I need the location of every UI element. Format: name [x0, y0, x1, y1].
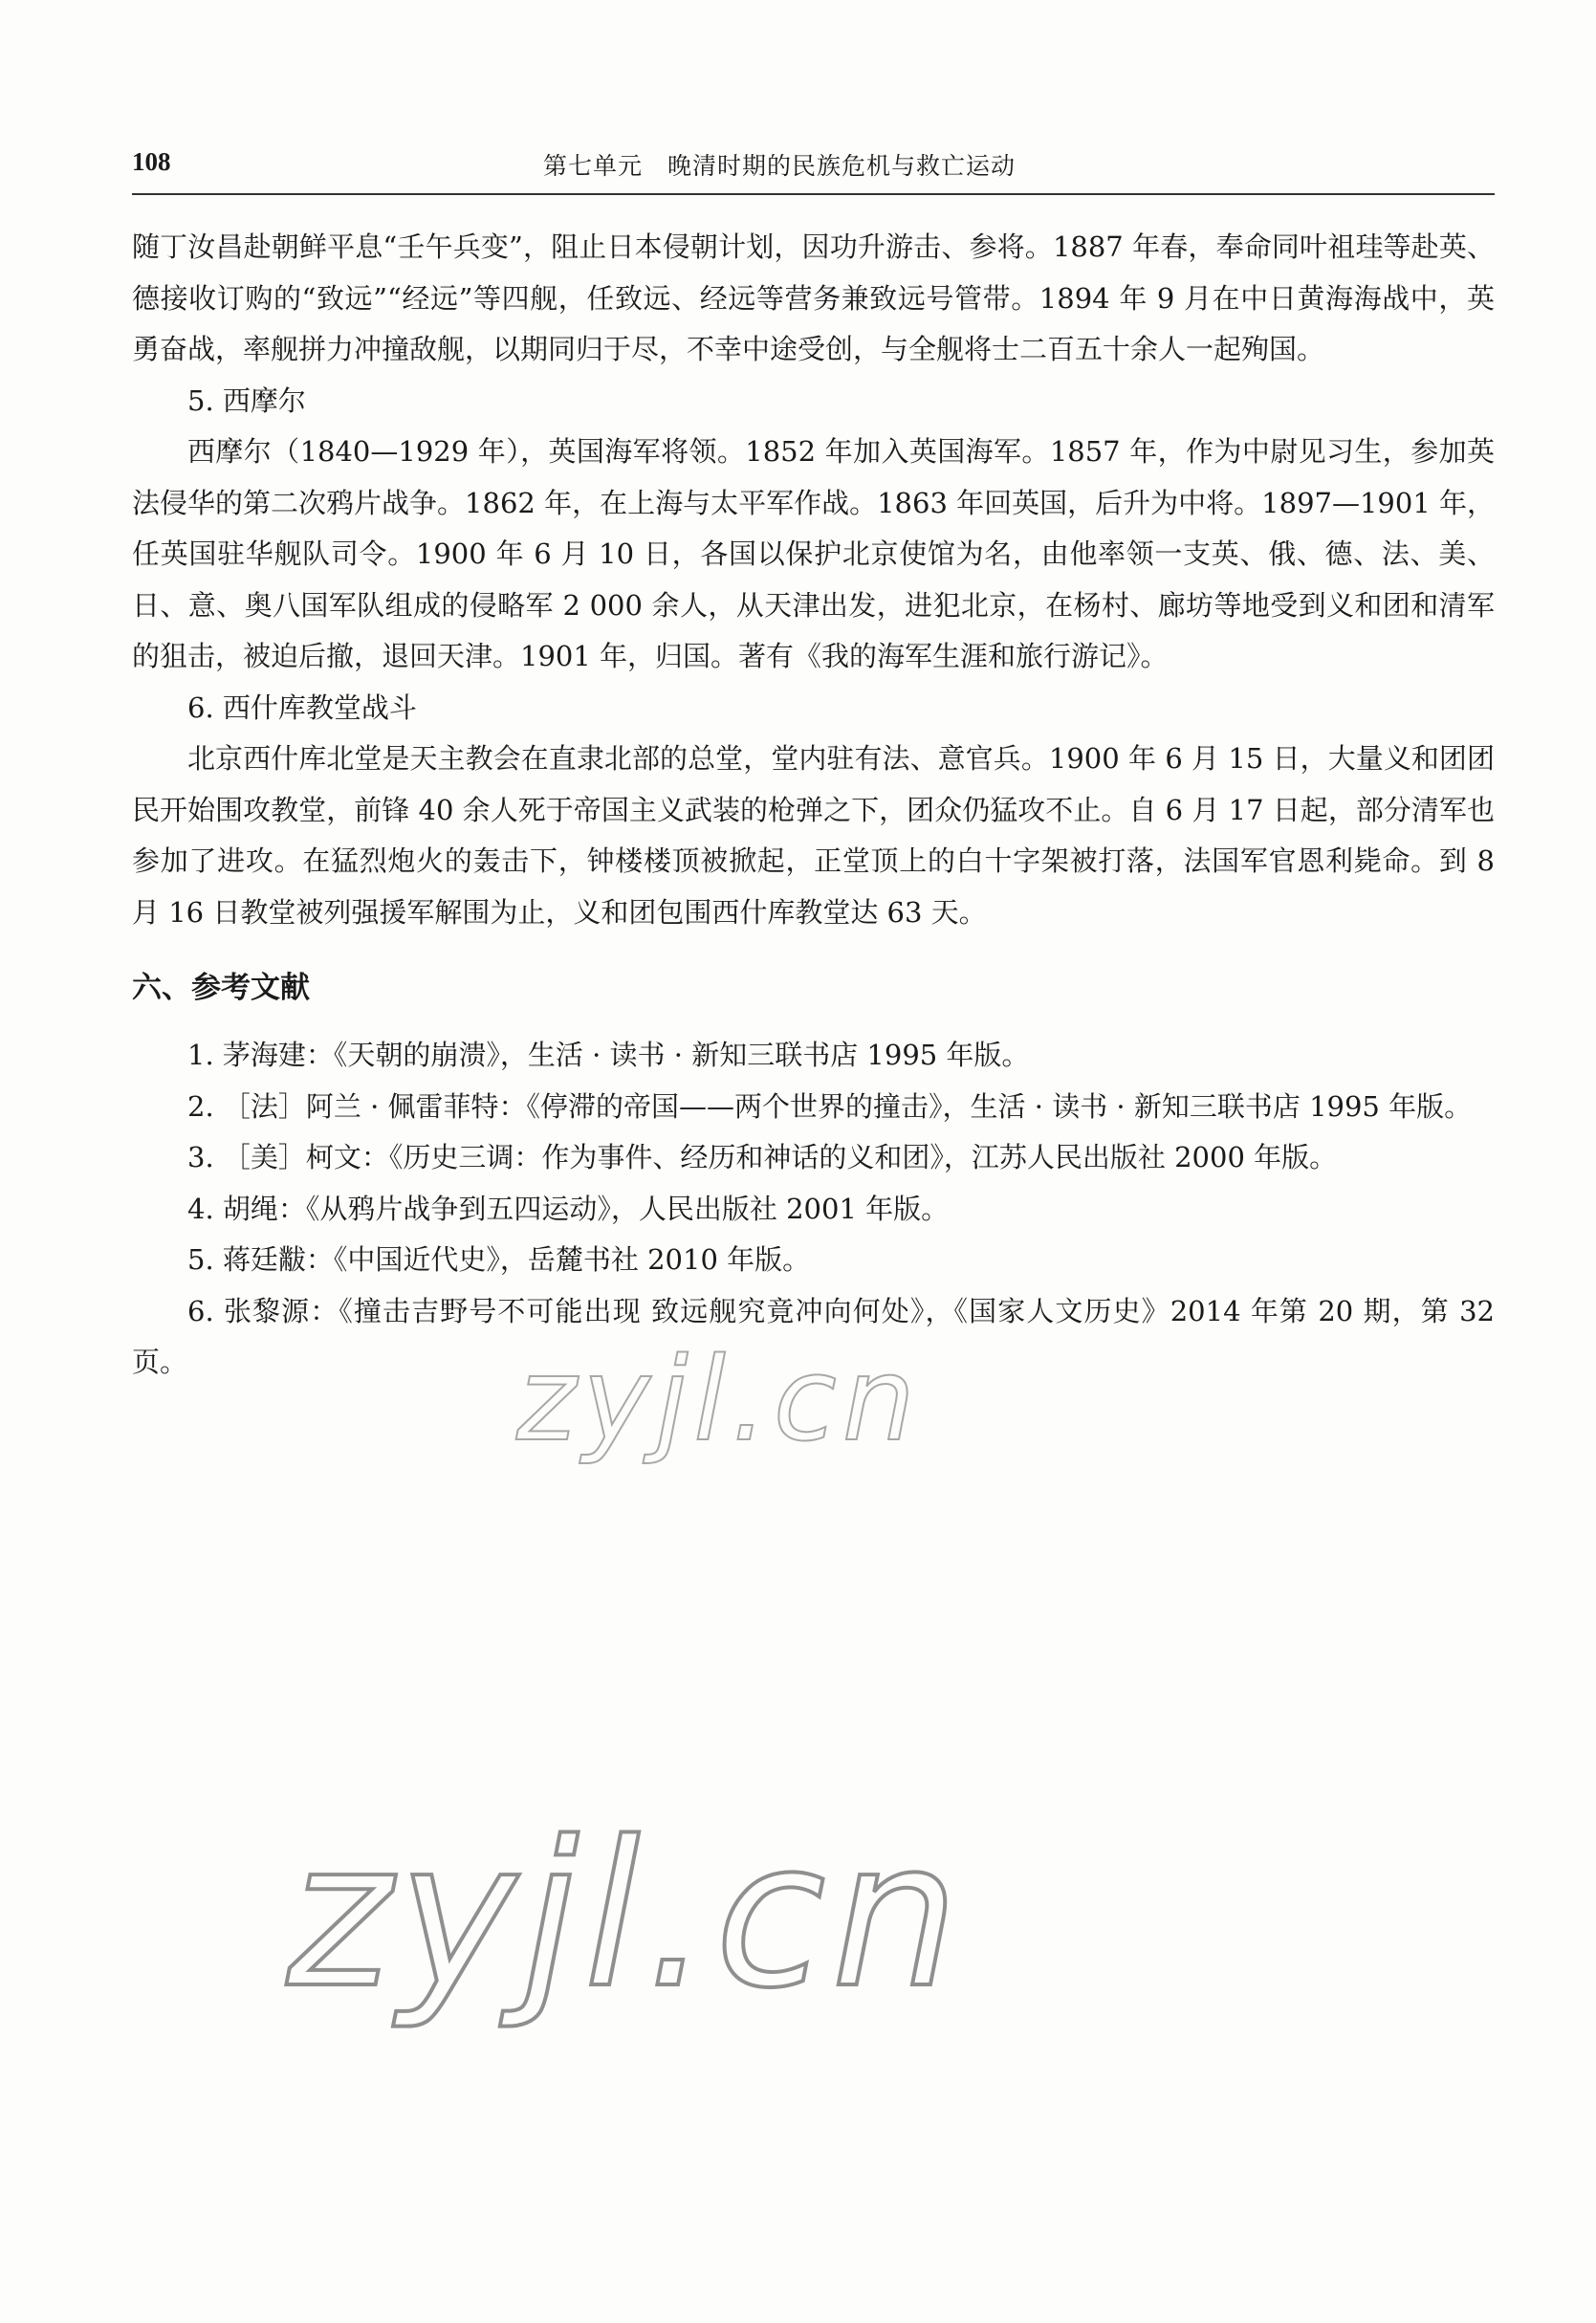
reference-item: 3. ［美］柯文：《历史三调：作为事件、经历和神话的义和团》，江苏人民出版社 2000 年版。 — [187, 1141, 1338, 1173]
paragraph-deng-shichang: 随丁汝昌赴朝鲜平息“壬午兵变”，阻止日本侵朝计划，因功升游击、参将。1887 年春，奉命同叶祖珪等赴英、德接收订购的“致远”“经远”等四舰，任致远、经远等营务兼致远号管带。1894 年 9 月在中日黄海海战中，英勇奋战，率舰拼力冲撞敌舰，以期同归于尽，不幸中途受创，与全舰将士二百五十余人一起殉国。 — [132, 230, 1495, 365]
references-list — [132, 1030, 1495, 1389]
running-head: 第七单元 晚清时期的民族危机与救亡运动 — [543, 152, 1017, 180]
reference-item: 6. 张黎源：《撞击吉野号不可能出现 致远舰究竟冲向何处》，《国家人文历史》2014 年第 20 期，第 32 页。 — [132, 1294, 1495, 1378]
subheading-seymour: 5. 西摩尔 — [187, 384, 306, 417]
watermark-small: zyjl.cn — [516, 1334, 921, 1467]
reference-item: 2. ［法］阿兰 · 佩雷菲特：《停滞的帝国——两个世界的撞击》，生活 · 读书 · 新知三联书店 1995 年版。 — [187, 1089, 1473, 1123]
watermark-large: zyjl.cn — [287, 1798, 965, 2032]
reference-item: 4. 胡绳：《从鸦片战争到五四运动》，人民出版社 2001 年版。 — [187, 1192, 950, 1225]
main-content — [132, 222, 1495, 1389]
subheading-xishiku: 6. 西什库教堂战斗 — [187, 690, 417, 724]
page-number: 108 — [132, 147, 171, 176]
paragraph-xishiku: 北京西什库北堂是天主教会在直隶北部的总堂，堂内驻有法、意官兵。1900 年 6 月 15 日，大量义和团团民开始围攻教堂，前锋 40 余人死于帝国主义武装的枪弹之下，团众仍猛攻不止。自 6 月 17 日起，部分清军也参加了进攻。在猛烈炮火的轰击下，钟楼楼顶被掀起，正堂顶上的白十字架被打落，法国军官恩利毙命。到 8 月 16 日教堂被列强援军解围为止，义和团包围西什库教堂达 63 天。 — [132, 742, 1495, 929]
paragraph-seymour: 西摩尔（1840—1929 年），英国海军将领。1852 年加入英国海军。1857 年，作为中尉见习生，参加英法侵华的第二次鸦片战争。1862 年，在上海与太平军作战。1863 年回英国，后升为中将。1897—1901 年，任英国驻华舰队司令。1900 年 6 月 10 日，各国以保护北京使馆为名，由他率领一支英、俄、德、法、美、日、意、奥八国军队组成的侵略军 2 000 余人，从天津出发，进犯北京，在杨村、廊坊等地受到义和团和清军的狙击，被迫后撤，退回天津。1901 年，归国。著有《我的海军生涯和旅行游记》。 — [132, 435, 1495, 672]
reference-item: 5. 蒋廷黻：《中国近代史》，岳麓书社 2010 年版。 — [187, 1243, 811, 1276]
references-title: 六、参考文献 — [132, 971, 310, 1005]
page-header — [132, 143, 1495, 195]
reference-item: 1. 茅海建：《天朝的崩溃》，生活 · 读书 · 新知三联书店 1995 年版。 — [187, 1039, 1030, 1071]
